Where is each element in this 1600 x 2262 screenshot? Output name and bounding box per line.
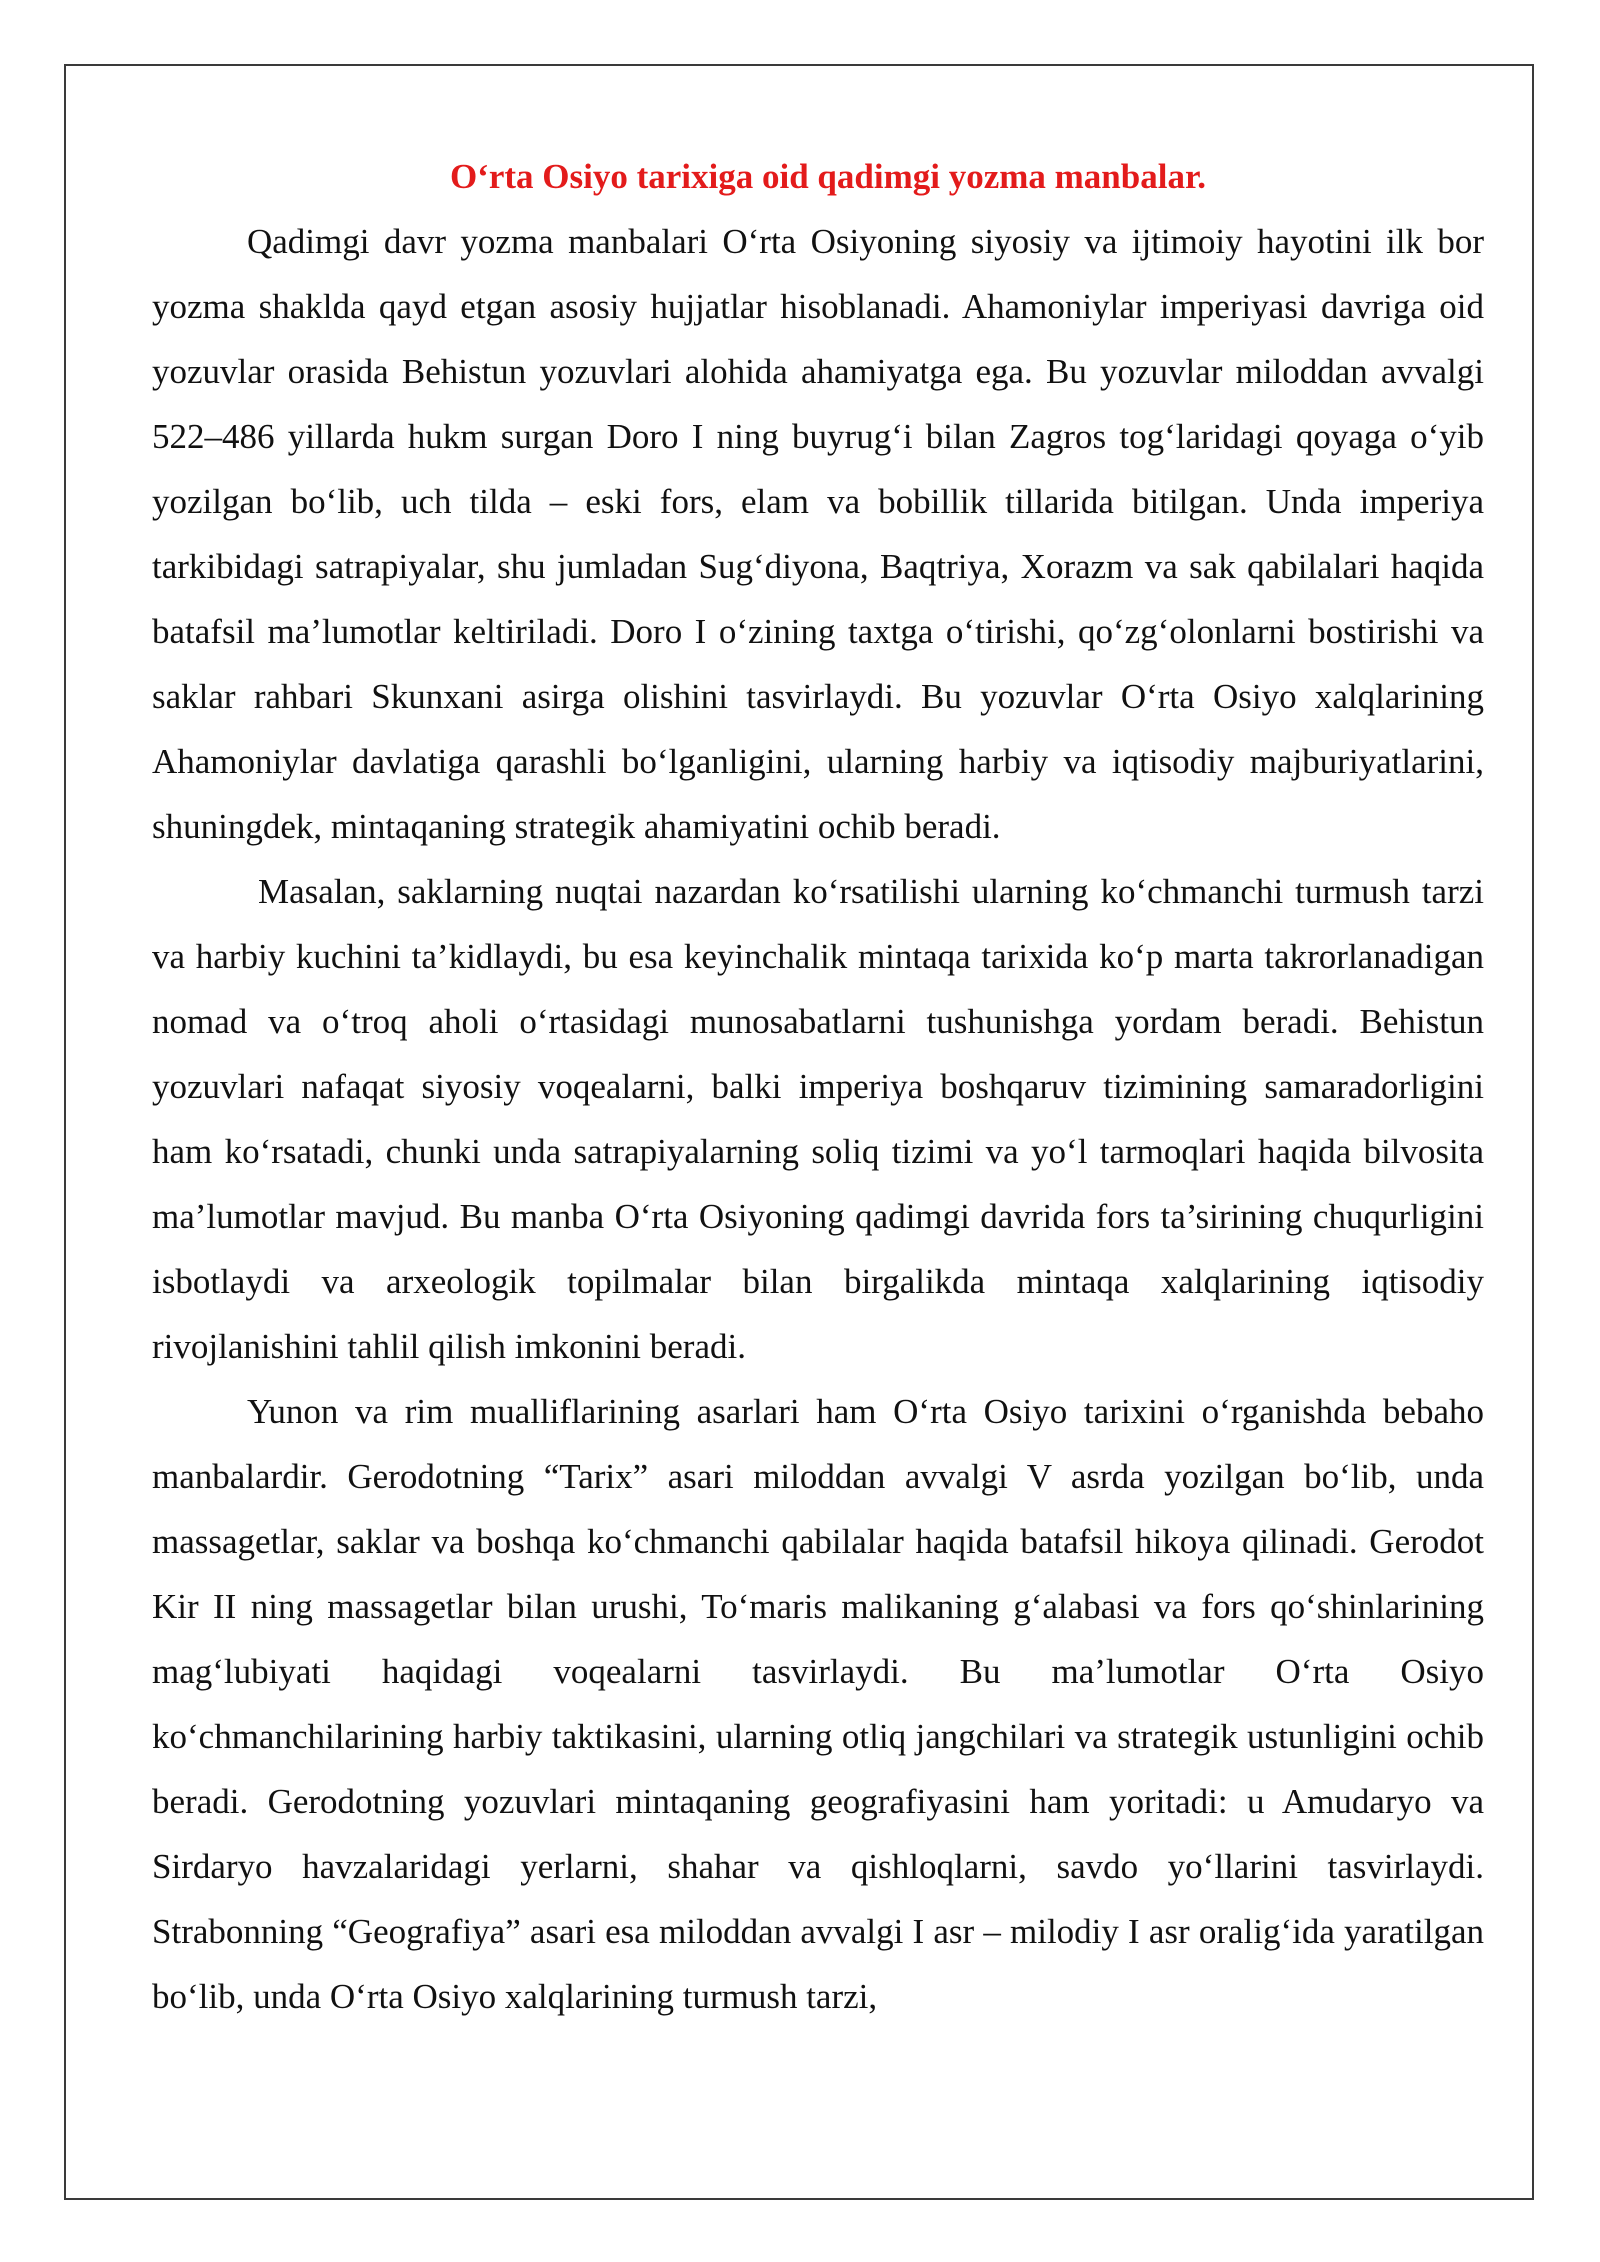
paragraph-behistun: Qadimgi davr yozma manbalari O‘rta Osiyoning siyosiy va ijtimoiy hayotini ilk bor yozma shaklda qayd etgan asosiy hujjatlar hisoblanadi. Ahamoniylar imperiyasi davriga oid yozuvlar orasida Behistun yozuvlari alohida ahamiyatga ega. Bu yozuvlar miloddan avvalgi 522–486 yillarda hukm surgan Doro I ning buyrug‘i bilan Zagros tog‘laridagi qoyaga o‘yib yozilgan bo‘lib, uch tilda – eski fors, elam va bobillik tillarida bitilgan. Unda imperiya tarkibidagi satrapiyalar, shu jumladan Sug‘diyona, Baqtriya, Xorazm va sak qabilalari haqida batafsil ma’lumotlar keltiriladi. Doro I o‘zining taxtga o‘tirishi, qo‘zg‘olonlarni bostirishi va saklar rahbari Skunxani asirga olishini tasvirlaydi. Bu yozuvlar O‘rta Osiyo xalqlarining Ahamoniylar davlatiga qarashli bo‘lganligini, ularning harbiy va iqtisodiy majburiyatlarini, shuningdek, mintaqaning strategik ahamiyatini ochib beradi.: [152, 222, 1484, 846]
document-title: O‘rta Osiyo tarixiga oid qadimgi yozma manbalar.: [449, 157, 1207, 196]
paragraph-saklar: Masalan, saklarning nuqtai nazardan ko‘rsatilishi ularning ko‘chmanchi turmush tarzi va harbiy kuchini ta’kidlaydi, bu esa keyinchalik mintaqa tarixida ko‘p marta takrorlanadigan nomad va o‘troq aholi o‘rtasidagi munosabatlarni tushunishga yordam beradi. Behistun yozuvlari nafaqat siyosiy voqealarni, balki imperiya boshqaruv tizimining samaradorligini ham ko‘rsatadi, chunki unda satrapiyalarning soliq tizimi va yo‘l tarmoqlari haqida bilvosita ma’lumotlar mavjud. Bu manba O‘rta Osiyoning qadimgi davrida fors ta’sirining chuqurligini isbotlaydi va arxeologik topilmalar bilan birgalikda mintaqa xalqlarining iqtisodiy rivojlanishini tahlil qilish imkonini beradi.: [152, 872, 1484, 1366]
document-body: [152, 144, 1484, 2029]
paragraph-yunon-rim: Yunon va rim mualliflarining asarlari ham O‘rta Osiyo tarixini o‘rganishda bebaho manbalardir. Gerodotning “Tarix” asari miloddan avvalgi V asrda yozilgan bo‘lib, unda massagetlar, saklar va boshqa ko‘chmanchi qabilalar haqida batafsil hikoya qilinadi. Gerodot Kir II ning massagetlar bilan urushi, To‘maris malikaning g‘alabasi va fors qo‘shinlarining mag‘lubiyati haqidagi voqealarni tasvirlaydi. Bu ma’lumotlar O‘rta Osiyo ko‘chmanchilarining harbiy taktikasini, ularning otliq jangchilari va strategik ustunligini ochib beradi. Gerodotning yozuvlari mintaqaning geografiyasini ham yoritadi: u Amudaryo va Sirdaryo havzalaridagi yerlarni, shahar va qishloqlarni, savdo yo‘llarini tasvirlaydi. Strabonning “Geografiya” asari esa miloddan avvalgi I asr – milodiy I asr oralig‘ida yaratilgan bo‘lib, unda O‘rta Osiyo xalqlarining turmush tarzi,: [152, 1392, 1484, 2016]
